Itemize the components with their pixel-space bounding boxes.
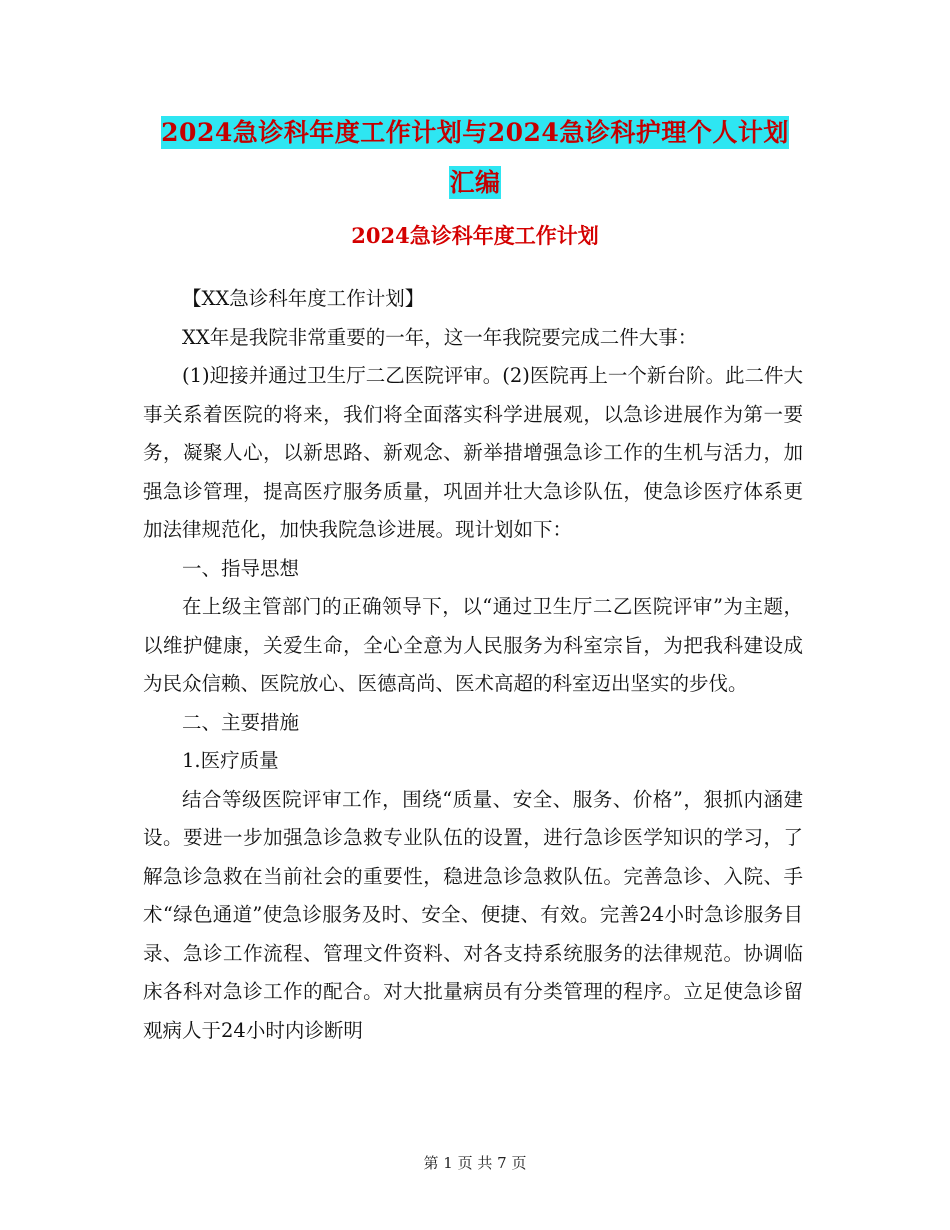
paragraph: 结合等级医院评审工作，围绕“质量、安全、服务、价格”，狠抓内涵建设。要进一步加强急诊急救专业队伍的设置，进行急诊医学知识的学习，了解急诊急救在当前社会的重要性，稳进急诊急救队伍。完善急诊、入院、手术“绿色通道”使急诊服务及时、安全、便捷、有效。完善24小时急诊服务目录、急诊工作流程、管理文件资料、对各支持系统服务的法律规范。协调临床各科对急诊工作的配合。对大批量病员有分类管理的程序。立足使急诊留观病人于24小时内诊断明 — [143, 787, 803, 1042]
document-body — [143, 280, 803, 1050]
document-title-line-1: 2024急诊科年度工作计划与2024急诊科护理个人计划 — [161, 118, 789, 147]
document-title-line-2: 汇编 — [449, 168, 501, 197]
section-heading: 一、指导思想 — [182, 556, 300, 580]
section-heading: 二、主要措施 — [182, 710, 300, 734]
section-title: 2024急诊科年度工作计划 — [351, 223, 599, 248]
document-title — [0, 108, 950, 208]
paragraph: XX年是我院非常重要的一年，这一年我院要完成二件大事： — [182, 325, 698, 349]
paragraph: 在上级主管部门的正确领导下，以“通过卫生厅二乙医院评审”为主题，以维护健康，关爱生命，全心全意为人民服务为科室宗旨，为把我科建设成为民众信赖、医院放心、医德高尚、医术高超的科室迈出坚实的步伐。 — [143, 595, 803, 695]
paragraph: 【XX急诊科年度工作计划】 — [182, 287, 425, 310]
page-footer: 第 1 页 共 7 页 — [423, 1154, 527, 1172]
paragraph: (1)迎接并通过卫生厅二乙医院评审。(2)医院再上一个新台阶。此二件大事关系着医院的将来，我们将全面落实科学进展观，以急诊进展作为第一要务，凝聚人心，以新思路、新观念、新举措增强急诊工作的生机与活力，加强急诊管理，提高医疗服务质量，巩固并壮大急诊队伍，使急诊医疗体系更加法律规范化，加快我院急诊进展。现计划如下： — [143, 364, 803, 541]
subsection-heading: 1.医疗质量 — [182, 749, 279, 772]
